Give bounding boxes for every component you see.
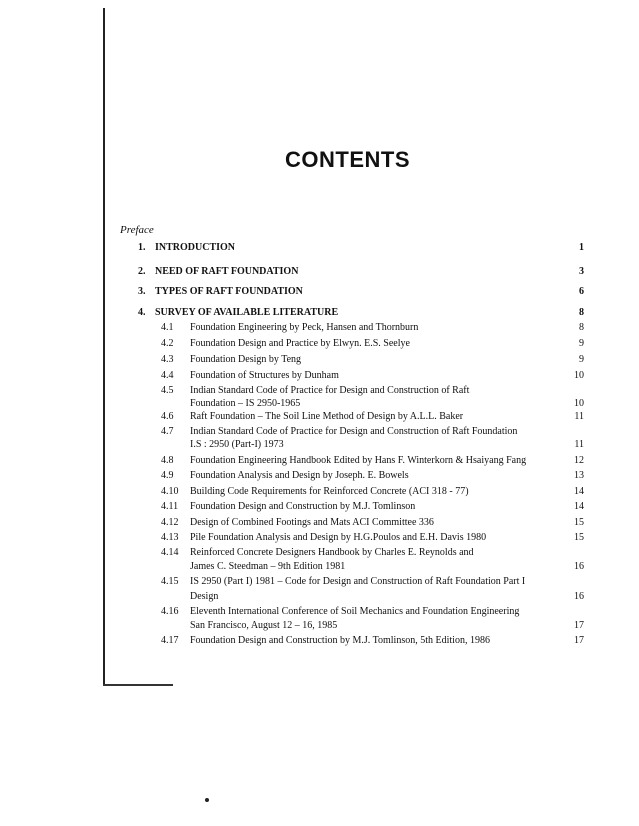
toc-title: Foundation Design and Practice by Elwyn. E.S. Seelye <box>190 338 410 349</box>
toc-number: 4.17 <box>161 635 179 646</box>
toc-title: Reinforced Concrete Designers Handbook by Charles E. Reynolds and <box>190 547 474 558</box>
toc-page-number: 15 <box>574 517 584 528</box>
toc-page-number: 10 <box>574 370 584 381</box>
toc-number: 4.1 <box>161 322 174 333</box>
scan-speck <box>205 798 209 802</box>
toc-number: 4.6 <box>161 411 174 422</box>
toc-number: 4.15 <box>161 576 179 587</box>
toc-title: Foundation Engineering by Peck, Hansen and Thornburn <box>190 322 419 333</box>
toc-number: 4.8 <box>161 455 174 466</box>
toc-page-number: 16 <box>574 591 584 602</box>
toc-title: TYPES OF RAFT FOUNDATION <box>155 286 303 297</box>
toc-page-number: 6 <box>579 286 584 297</box>
toc-title: Pile Foundation Analysis and Design by H.G.Poulos and E.H. Davis 1980 <box>190 532 487 543</box>
toc-page-number: 9 <box>579 338 584 349</box>
toc-number: 2. <box>138 266 146 277</box>
toc-title: Foundation Analysis and Design by Joseph. E. Bowels <box>190 470 409 481</box>
toc-page-number: 17 <box>574 620 584 631</box>
toc-number: 4.4 <box>161 370 174 381</box>
toc-number: 4.16 <box>161 606 179 617</box>
toc-number: 4.10 <box>161 486 179 497</box>
toc-title: Foundation Design by Teng <box>190 354 302 365</box>
toc-page-number: 3 <box>579 266 584 277</box>
preface-label: Preface <box>120 224 154 236</box>
toc-page-number: 16 <box>574 561 584 572</box>
toc-title: Indian Standard Code of Practice for Design and Construction of Raft <box>190 385 470 396</box>
toc-page-number: 13 <box>574 470 584 481</box>
toc-title: I.S : 2950 (Part-I) 1973 <box>190 439 284 450</box>
toc-title: Indian Standard Code of Practice for Design and Construction of Raft Foundation <box>190 426 518 437</box>
toc-page-number: 15 <box>574 532 584 543</box>
toc-number: 4.11 <box>161 501 179 512</box>
scan-edge-line <box>103 8 105 686</box>
toc-title: Foundation Design and Construction by M.J. Tomlinson <box>190 501 416 512</box>
toc-title: Foundation Design and Construction by M.J. Tomlinson, 5th Edition, 1986 <box>190 635 490 646</box>
toc-title: San Francisco, August 12 – 16, 1985 <box>190 620 338 631</box>
toc-page-number: 8 <box>579 322 584 333</box>
toc-number: 4.2 <box>161 338 174 349</box>
scan-edge-line-bottom <box>103 684 173 686</box>
toc-page-number: 8 <box>579 307 584 318</box>
toc-title: NEED OF RAFT FOUNDATION <box>155 266 299 277</box>
toc-page-number: 11 <box>574 439 584 450</box>
toc-title: Raft Foundation – The Soil Line Method of Design by A.L.L. Baker <box>190 411 464 422</box>
toc-number: 4.3 <box>161 354 174 365</box>
toc-page-number: 17 <box>574 635 584 646</box>
toc-title: IS 2950 (Part I) 1981 – Code for Design and Construction of Raft Foundation Part I <box>190 576 526 587</box>
page-title: CONTENTS <box>285 147 410 172</box>
toc-page-number: 10 <box>574 398 584 409</box>
toc-title: Foundation – IS 2950-1965 <box>190 398 301 409</box>
toc-number: 4.7 <box>161 426 174 437</box>
toc-title: Design of Combined Footings and Mats ACI Committee 336 <box>190 517 434 528</box>
toc-number: 4.13 <box>161 532 179 543</box>
toc-page-number: 14 <box>574 486 584 497</box>
toc-number: 4.14 <box>161 547 179 558</box>
toc-number: 3. <box>138 286 146 297</box>
toc-title: Design <box>190 591 219 602</box>
toc-title: SURVEY OF AVAILABLE LITERATURE <box>155 307 339 318</box>
toc-title: INTRODUCTION <box>155 242 236 253</box>
toc-title: James C. Steedman – 9th Edition 1981 <box>190 561 346 572</box>
toc-page-number: 1 <box>579 242 584 253</box>
toc-number: 4. <box>138 307 146 318</box>
toc-number: 4.5 <box>161 385 174 396</box>
toc-number: 1. <box>138 242 146 253</box>
toc-title: Foundation Engineering Handbook Edited by Hans F. Winterkorn & Hsaiyang Fang <box>190 455 527 466</box>
toc-title: Building Code Requirements for Reinforced Concrete (ACI 318 - 77) <box>190 486 469 497</box>
toc-page-number: 9 <box>579 354 584 365</box>
toc-page-number: 12 <box>574 455 584 466</box>
toc-number: 4.9 <box>161 470 174 481</box>
toc-page-number: 11 <box>574 411 584 422</box>
toc-page-number: 14 <box>574 501 584 512</box>
toc-title: Eleventh International Conference of Soil Mechanics and Foundation Engineering <box>190 606 520 617</box>
toc-title: Foundation of Structures by Dunham <box>190 370 339 381</box>
toc-number: 4.12 <box>161 517 179 528</box>
